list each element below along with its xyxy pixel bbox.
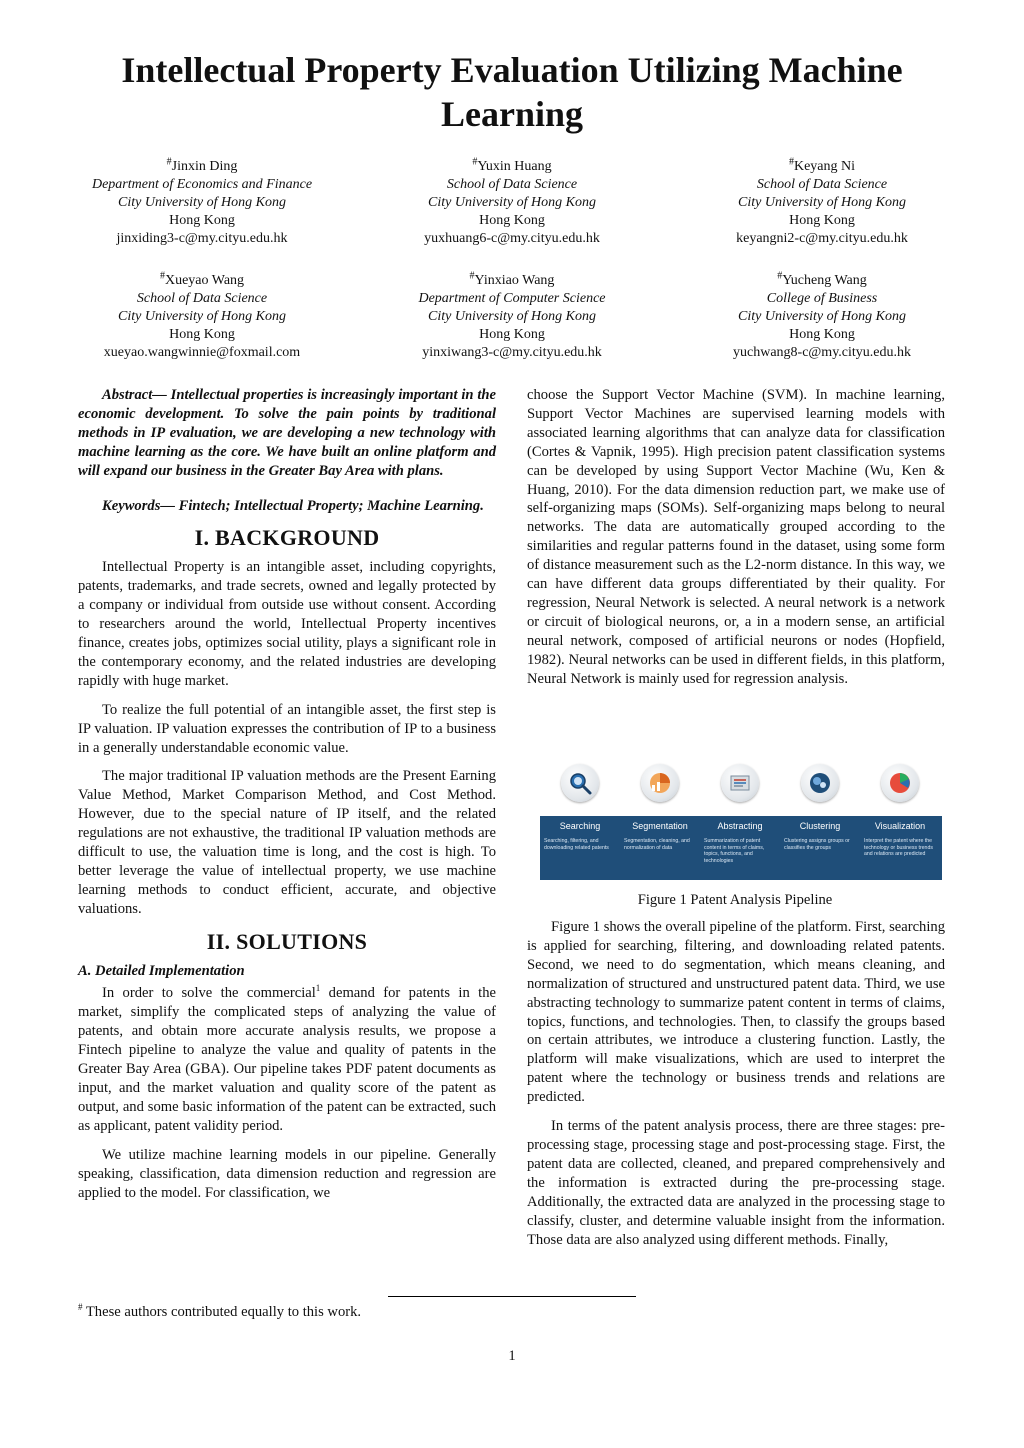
paper-title: Intellectual Property Evaluation Utilizing Machine Learning: [121, 50, 903, 134]
paragraph: In order to solve the commercial$^1$ demand for patents in the market, simplify the complicated steps of analyzing the value of patents, and obtain more accurate analysis results, we propose a Fintech pipeline to analyze the value and quality of patents in the Greater Bay Area (GBA). Our pipeline takes PDF patent documents as input, and the market valuation and quality score of the patent as output, and some basic information of the patent can be extracted, such as applicant, patent validity period.: [78, 983, 496, 1134]
paragraph: Intellectual Property is an intangible asset, including copyrights, patents, trademarks, and trade secrets, owned and legally protected by a company or individual from outside use without consent. According to researchers around the world, Intellectual Property incentives finance, creates jobs, optimizes social utility, plays a significant role in the contemporary economy, and the related industries are developing rapidly with huge market.: [78, 559, 496, 689]
author-email: yuxhuang6-c@my.cityu.edu.hk: [424, 231, 600, 246]
paragraph: Figure 1 shows the overall pipeline of the platform. First, searching is applied for searching, filtering, and downloading related patents. Second, we need to do segmentation, which means cleaning, and normalization of structured and unstructured patent data. Third, we use abstracting technology to summarize patent content in terms of claims, topics, functions, and technologies. Then, to classify the groups based on certain attributes, we introduce a clustering function. Lastly, the platform will make visualizations, which are used to interpret the patent where the technology or business trends and relations are predicted.: [527, 919, 945, 1106]
pie-icon: [641, 764, 679, 802]
footnote-divider: [388, 1296, 636, 1297]
stage-visualization: Visualization Interpret the patent where the technology or business trends and relations are predicted: [864, 821, 933, 857]
author-email: yinxiwang3-c@my.cityu.edu.hk: [422, 345, 602, 360]
stage-abstracting: Abstracting Summarization of patent content in terms of claims, topics, functions, and technologies: [704, 821, 765, 864]
footnote-ref[interactable]: 1: [315, 983, 321, 994]
author-email: xueyao.wangwinnie@foxmail.com: [103, 345, 301, 360]
subsection-heading: A. Detailed Implementation: [78, 962, 245, 979]
cluster-icon: [801, 764, 839, 802]
author-block: #Yinxiao Wang Department of Computer Science City University of Hong Kong Hong Kong yinxiwang3-c@my.cityu.edu.hk: [362, 272, 662, 362]
paragraph: In terms of the patent analysis process, there are three stages: pre-processing stage, processing stage and post-processing stage. First, the patent data are collected, cleaned, and prepared comprehensively and the information is extracted during the pre-processing stage. Additionally, the extracted data are analyzed in the processing stage to classify, cluster, and determine valuable insight from the information. Those data are also analyzed using different methods. Finally,: [527, 1118, 945, 1248]
abstract: Abstract— Intellectual properties is increasingly important in the economic development. To solve the pain points by traditional methods in IP evaluation, we are developing a new technology with machine learning as the core. We have built an online platform and will expand our business in the Greater Bay Area with plans.: [78, 387, 496, 479]
chart-icon: [881, 764, 919, 802]
pipeline-figure: [540, 758, 942, 882]
author-block: #Xueyao Wang School of Data Science City University of Hong Kong Hong Kong xueyao.wangwinnie@foxmail.com: [52, 272, 352, 362]
author-block: #Yuxin Huang School of Data Science City University of Hong Kong Hong Kong yuxhuang6-c@my.cityu.edu.hk: [362, 158, 662, 248]
paragraph: choose the Support Vector Machine (SVM). In machine learning, Support Vector Machines are supervised learning models with associated learning algorithms that can analyze data for classification (Cortes & Vapnik, 1995). High precision patent classification systems can be developed by using Support Vector Machine (Wu, Ken & Huang, 2010). For the data dimension reduction part, we make use of self-organizing maps (SOMs). Self-organizing maps belong to neural networks. The data are automatically grouped according to the similarities and regular patterns found in the dataset, using some form of distance measurement such as the L2-norm distance. In this way, we can have different data groups differentiated by their quality. For regression, Neural Network is selected. A neural network is a network or circuit of biological neurons, or, a in a modern sense, an artificial neural network, composed of artificial neurons or nodes (Hopfield, 1982). Neural networks can be used in different fields, in this platform, Neural Network is mainly used for regression analysis.: [527, 387, 945, 687]
author-block: #Jinxin Ding Department of Economics and Finance City University of Hong Kong Hong Kong jinxiding3-c@my.cityu.edu.hk: [52, 158, 352, 248]
author-block: #Keyang Ni School of Data Science City University of Hong Kong Hong Kong keyangni2-c@my.cityu.edu.hk: [672, 158, 972, 248]
author-name: Keyang Ni: [793, 159, 856, 174]
page-number: 1: [508, 1348, 516, 1364]
left-column: [78, 386, 496, 1212]
figure-icons: [540, 758, 942, 816]
author-name: Xueyao Wang: [164, 273, 245, 288]
footnote: # These authors contributed equally to this work.: [78, 1302, 362, 1320]
author-block: #Yucheng Wang College of Business City University of Hong Kong Hong Kong yuchwang8-c@my.cityu.edu.hk: [672, 272, 972, 362]
section-heading-background: I. BACKGROUND: [194, 525, 380, 551]
paragraph: To realize the full potential of an intangible asset, the first step is IP valuation. IP valuation expresses the contribution of IP to a business in a generally understandable economic value.: [78, 701, 496, 756]
figure-caption: Figure 1 Patent Analysis Pipeline: [637, 892, 833, 908]
author-email: yuchwang8-c@my.cityu.edu.hk: [733, 345, 911, 360]
paragraph: The major traditional IP valuation methods are the Present Earning Value Method, Market Comparison Method, and Cost Method. However, due to the special nature of IP itself, and the related regulations are not exhaustive, the traditional IP valuation methods are difficult to use, the valuation time is long, and the cost is high. To better leverage the value of intellectual property, we use machine learning methods to conduct efficient, accurate, and objective valuations.: [78, 768, 496, 917]
section-heading-solutions: II. SOLUTIONS: [206, 928, 368, 954]
right-column-top: [527, 386, 945, 699]
author-name: Yuxin Huang: [477, 159, 552, 174]
author-email: keyangni2-c@my.cityu.edu.hk: [736, 231, 908, 246]
magnifier-icon: [561, 764, 599, 802]
paragraph: We utilize machine learning models in our pipeline. Generally speaking, classification, data dimension reduction and regression are applied to the model. For classification, we: [78, 1146, 496, 1201]
author-name: Yinxiao Wang: [474, 273, 555, 288]
right-column-bottom: [527, 918, 945, 1259]
keywords: Keywords— Fintech; Intellectual Property; Machine Learning.: [102, 497, 484, 514]
stage-searching: Searching Searching, filtering, and downloading related patents: [544, 821, 609, 851]
document-icon: [721, 764, 759, 802]
stage-segmentation: Segmentation Segmentation, cleaning, and normalization of data: [624, 821, 690, 851]
author-name: Jinxin Ding: [171, 159, 238, 174]
author-name: Yucheng Wang: [782, 273, 867, 288]
stage-clustering: Clustering Clustering assigns groups or classifies the groups: [784, 821, 850, 851]
pipeline-band: [540, 816, 942, 880]
author-email: jinxiding3-c@my.cityu.edu.hk: [116, 231, 288, 246]
